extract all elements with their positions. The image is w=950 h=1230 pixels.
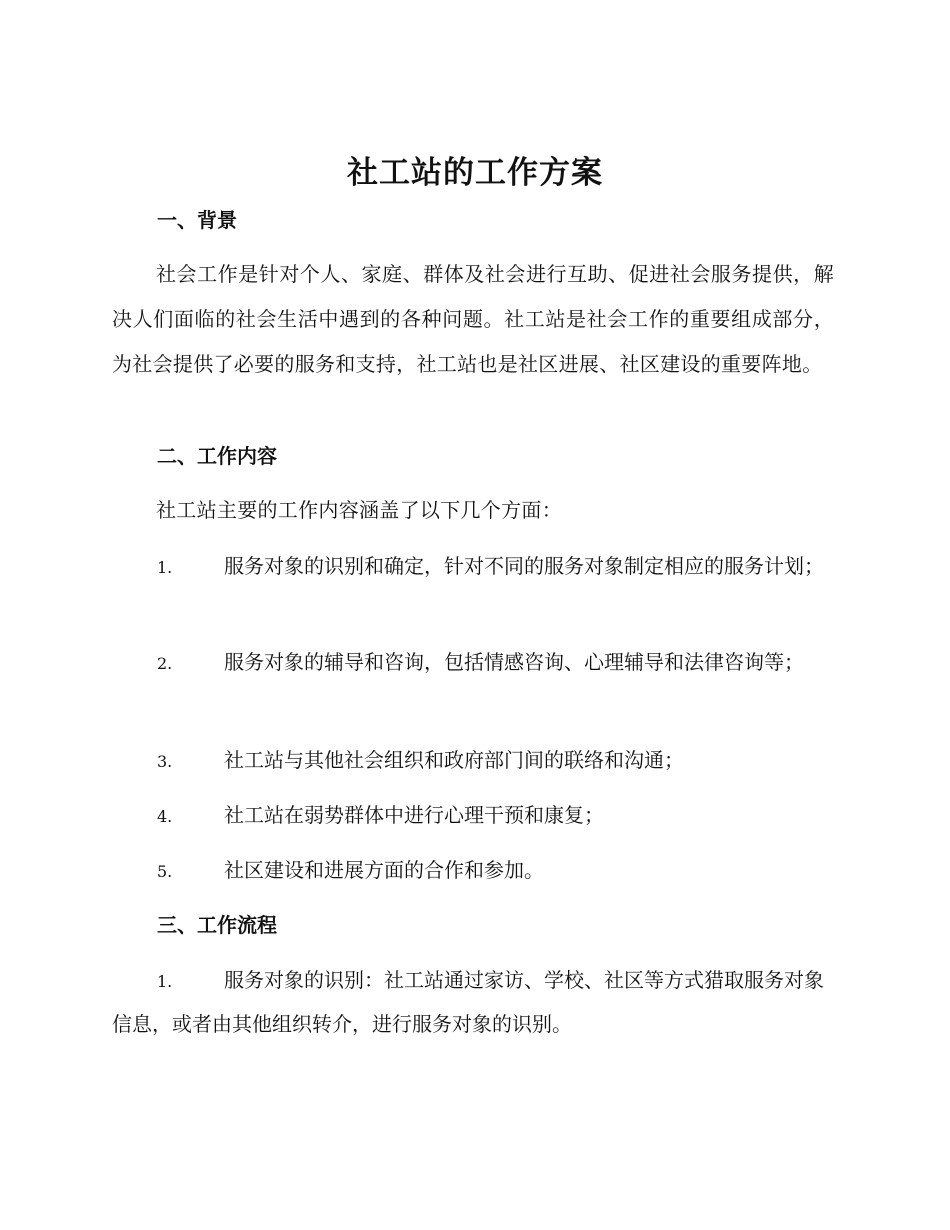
list-item-number: 4. [157,807,173,826]
list-item-text: 服务对象的识别：社工站通过家访、学校、社区等方式猎取服务对象信息，或者由其他组织转介，进行服务对象的识别。 [112,968,824,1036]
list-item-number: 5. [157,862,173,881]
document-title: 社工站的工作方案 [347,155,603,191]
list-item-text: 社工站与其他社会组织和政府部门间的联络和沟通； [224,748,684,772]
list-item [112,849,834,893]
list-item [112,739,834,783]
list-item [112,641,834,685]
list-item [112,545,834,589]
list-item-text: 社区建设和进展方面的合作和参加。 [224,858,544,882]
list-item [112,794,834,838]
section-heading-background: 一、背景 [157,208,237,232]
list-item-number: 1. [157,972,173,991]
section-heading-workflow: 三、工作流程 [157,913,277,937]
list-item-number: 1. [157,558,173,577]
list-item-number: 2. [157,654,173,673]
list-item-text: 服务对象的辅导和咨询，包括情感咨询、心理辅导和法律咨询等； [224,650,804,674]
list-item-text: 服务对象的识别和确定，针对不同的服务对象制定相应的服务计划； [224,554,824,578]
section-heading-work-content: 二、工作内容 [157,444,277,468]
background-paragraph: 社会工作是针对个人、家庭、群体及社会进行互助、促进社会服务提供，解决人们面临的社会生活中遇到的各种问题。社工站是社会工作的重要组成部分，为社会提供了必要的服务和支持，社工站也是社区进展、社区建设的重要阵地。 [112,262,834,376]
list-item-text: 社工站在弱势群体中进行心理干预和康复； [224,803,604,827]
list-item-number: 3. [157,752,173,771]
work-content-intro: 社工站主要的工作内容涵盖了以下几个方面： [156,498,562,522]
list-item [112,959,834,1045]
